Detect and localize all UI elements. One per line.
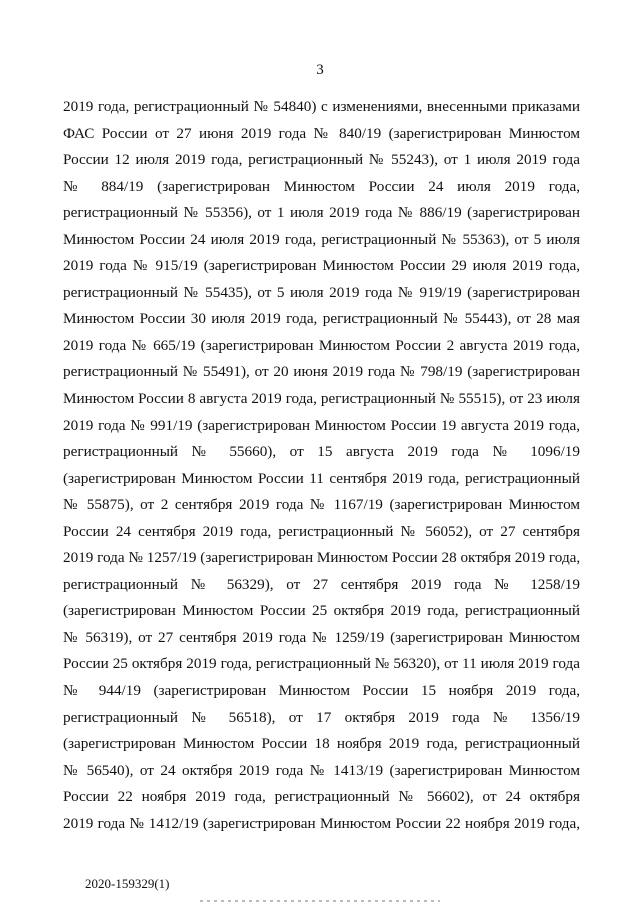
text-line: России 22 ноября 2019 года, регистрационный № 56602), от 24 октября [63,788,580,806]
document-id: 2020-159329(1) [85,876,170,891]
text-line: 2019 года № 1257/19 (зарегистрирован Минюстом России 28 октября 2019 года, [63,549,580,567]
text-line: регистрационный № 56518), от 17 октября 2019 года № 1356/19 [63,708,580,726]
text-line: № 884/19 (зарегистрирован Минюстом России 24 июля 2019 года, [63,177,580,195]
text-line: Минюстом России 8 августа 2019 года, регистрационный № 55515), от 23 июля [63,390,580,408]
text-line: 2019 года, регистрационный № 54840) с изменениями, внесенными приказами [63,98,580,115]
text-line: ФАС России от 27 июня 2019 года № 840/19 (зарегистрирован Минюстом [63,124,580,142]
text-line: Минюстом России 30 июля 2019 года, регистрационный № 55443), от 28 мая [63,310,580,328]
body-text [63,94,580,837]
text-line: № 56319), от 27 сентября 2019 года № 1259/19 (зарегистрирован Минюстом [63,628,580,646]
text-line: России 12 июля 2019 года, регистрационный № 55243), от 1 июля 2019 года [63,151,580,169]
text-line: регистрационный № 55356), от 1 июля 2019 года № 886/19 (зарегистрирован [63,204,580,222]
text-line: (зарегистрирован Минюстом России 18 ноября 2019 года, регистрационный [63,735,580,753]
scan-artifact [200,900,440,902]
text-line: Минюстом России 24 июля 2019 года, регистрационный № 55363), от 5 июля [63,230,580,248]
text-line: № 55875), от 2 сентября 2019 года № 1167/19 (зарегистрирован Минюстом [63,496,580,514]
text-line: регистрационный № 55491), от 20 июня 2019 года № 798/19 (зарегистрирован [63,363,580,381]
text-line: России 25 октября 2019 года, регистрационный № 56320), от 11 июля 2019 года [63,655,580,673]
text-line: 2019 года № 1412/19 (зарегистрирован Минюстом России 22 ноября 2019 года, [63,814,580,832]
text-line: № 56540), от 24 октября 2019 года № 1413/19 (зарегистрирован Минюстом [63,761,580,779]
text-line: 2019 года № 915/19 (зарегистрирован Минюстом России 29 июля 2019 года, [63,257,580,275]
text-line: регистрационный № 55660), от 15 августа 2019 года № 1096/19 [63,443,580,461]
text-line: России 24 сентября 2019 года, регистрационный № 56052), от 27 сентября [63,522,580,540]
text-line: регистрационный № 56329), от 27 сентября 2019 года № 1258/19 [63,575,580,593]
text-line: 2019 года № 991/19 (зарегистрирован Минюстом России 19 августа 2019 года, [63,416,580,434]
text-line: (зарегистрирован Минюстом России 25 октября 2019 года, регистрационный [63,602,580,620]
text-line: регистрационный № 55435), от 5 июля 2019 года № 919/19 (зарегистрирован [63,283,580,301]
page-number: 3 [316,62,324,78]
text-line: 2019 года № 665/19 (зарегистрирован Минюстом России 2 августа 2019 года, [63,336,580,354]
text-line: № 944/19 (зарегистрирован Минюстом России 15 ноября 2019 года, [63,682,580,700]
text-line: (зарегистрирован Минюстом России 11 сентября 2019 года, регистрационный [63,469,580,487]
